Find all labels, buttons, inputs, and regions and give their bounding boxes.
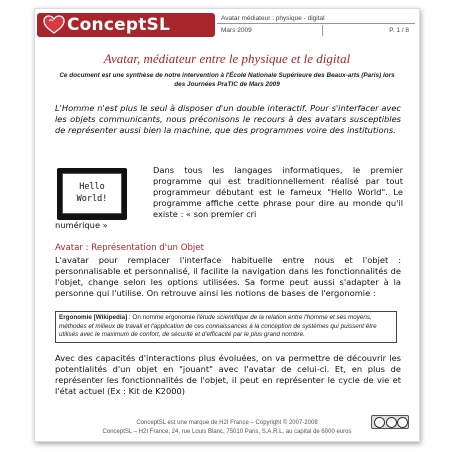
paragraph-2: Dans tous les langages informatiques, le premier programme qui est traditionnellement réalisé par tout programmeur débutant est le fameux "Hello World". Le programme affiche cette phrase pour dire au monde qu'il existe : « son premier cri bbox=[153, 165, 403, 219]
hello-world-monitor-icon bbox=[57, 168, 127, 220]
brand-name: ConceptSL bbox=[67, 15, 171, 35]
screen-line-2: World! bbox=[76, 194, 108, 204]
header-info bbox=[217, 13, 415, 37]
paragraph-3: L'avatar pour remplacer l'interface habituelle entre nous et l'objet : personnalisable et personnalisé, il facilite la navigation dans les fonctionnalités de l'objet, change selon les options utilisées. Sa forme peut aussi s'adapter à la personne qui l'utilise. On retrouve ainsi les notions de bases de l'ergonomie : bbox=[55, 255, 401, 298]
page-number: P. 1 / 8 bbox=[389, 27, 409, 34]
document-page bbox=[34, 8, 420, 442]
nc-circle-icon bbox=[397, 417, 408, 428]
doc-date: Mars 2009 bbox=[221, 27, 252, 34]
page-footer bbox=[35, 419, 419, 436]
header-row-2 bbox=[217, 25, 415, 36]
brand-banner bbox=[37, 13, 215, 37]
glossary-box bbox=[55, 311, 397, 343]
cc-circle-icon bbox=[374, 417, 385, 428]
glossary-definition: l'étude scientifique de la relation entre l'homme et ses moyens, méthodes et milieux de travail et l'application de ces connaissances à la conception de systèmes qui puissent être utilisés avec le maximum de confort, de sécurité et d'efficacité par le plus grand nombre. bbox=[59, 314, 377, 339]
monitor-screen bbox=[62, 173, 122, 214]
header-divider bbox=[322, 25, 323, 36]
section-heading: Avatar : Représentation d'un Objet bbox=[55, 243, 204, 253]
red-heart-logo-icon bbox=[43, 15, 65, 35]
by-circle-icon bbox=[386, 417, 397, 428]
page-header bbox=[35, 9, 419, 41]
footer-line-1: ConceptSL est une marque de H2I France – Copyright © 2007-2008 bbox=[136, 420, 318, 426]
paragraph-2-end: numérique » bbox=[55, 220, 108, 230]
intro-note: Ce document est une synthèse de notre intervention à l'École Nationale Supérieure des Beaux-arts (Paris) lors des Journées PraTIC de Mars 2009 bbox=[59, 72, 395, 88]
creative-commons-badge-icon bbox=[371, 415, 409, 429]
footer-line-2: ConceptSL – H2I France, 24, rue Louis Blanc, 75010 Paris, S.A.R.L. au capital de 6000 euros bbox=[102, 428, 352, 435]
paragraph-1: L'Homme n'est plus le seul à disposer d'un double interactif. Pour s'interfacer avec les objets communicants, nous préconisons le recours à des avatars susceptibles de représenter aussi bien la machine, que des programmes voire des institutions. bbox=[55, 103, 401, 135]
glossary-intro: : On nomme ergonomie bbox=[127, 314, 197, 321]
doc-label: Avatar médiateur : physique - digital bbox=[217, 13, 415, 24]
paragraph-4: Avec des capacités d'interactions plus évoluées, on va permettre de découvrir les potentialités d'un objet en "jouant" avec l'avatar de celui-ci. Et, en plus de représenter les fonctionnalités de l'objet, il peut en représenter le cycle de vie et l'état actuel (Ex : Kit de K2000) bbox=[55, 353, 401, 396]
glossary-term: Ergonomie [Wikipedia] bbox=[59, 314, 128, 321]
document-title: Avatar, médiateur entre le physique et le digital bbox=[103, 51, 351, 66]
screen-line-1: Hello bbox=[79, 182, 105, 192]
